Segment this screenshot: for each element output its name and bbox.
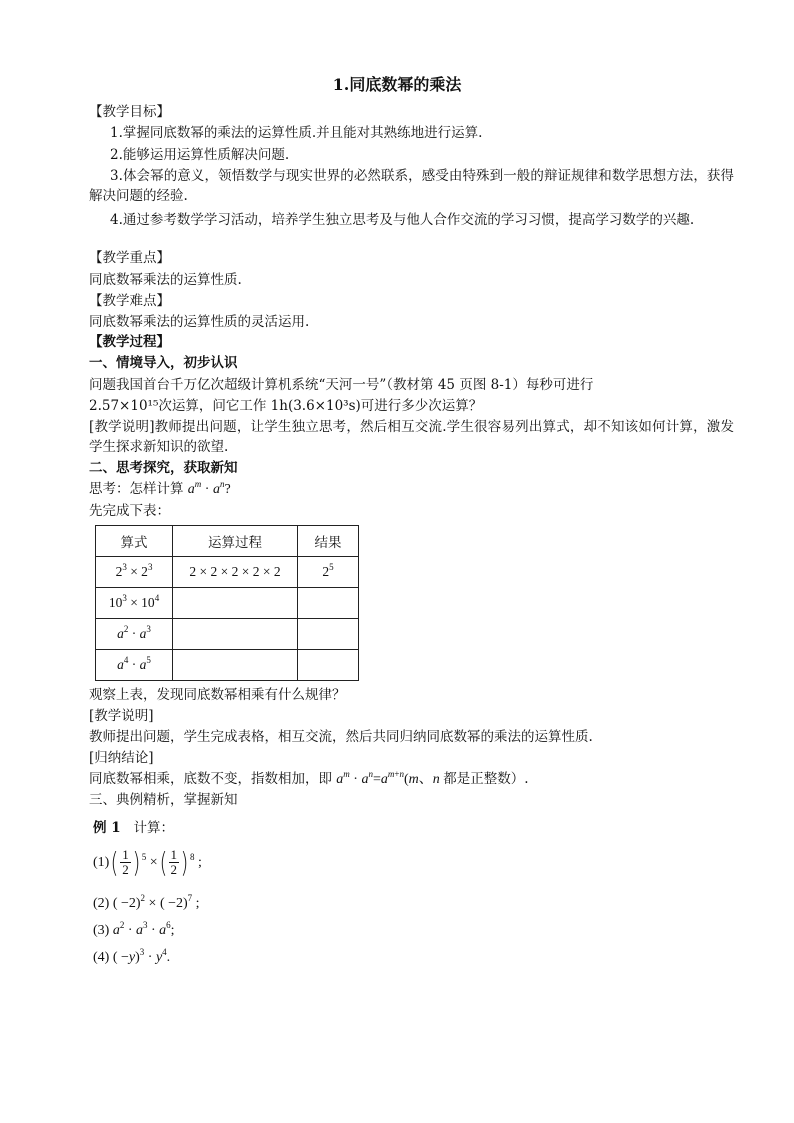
table-cell-result [298,588,359,619]
table-header: 结果 [298,526,359,557]
process-heading: 【教学过程】 [89,334,170,350]
conclusion-prefix: 同底数幂相乘，底数不变，指数相加，即 [89,771,332,787]
step1-question-line1: 问题我国首台千万亿次超级计算机系统“天河一号”（教材第 45 页图 8-1）每秒可进行 [89,377,594,393]
conclusion-line [89,769,529,790]
example-prompt: 计算： [133,820,174,836]
table-row [96,557,359,588]
goal-3: 3.体会幂的意义，领悟数学与现实世界的必然联系，感受由特殊到一般的辩证规律和数学思想方法，获得解决问题的经验. [89,168,734,204]
conclusion-formula: $a^m \cdot a^n=a^{m+n}(m$、n [336,769,440,787]
goal-1: 1.掌握同底数幂的乘法的运算性质.并且能对其熟练地进行运算. [110,125,483,141]
key-text: 同底数幂乘法的运算性质. [89,272,242,288]
goals-heading: 【教学目标】 [89,104,170,120]
table-row [96,588,359,619]
table-row [96,619,359,650]
table-cell-process [173,619,298,650]
page-title: 1.同底数幂的乘法 [332,75,462,94]
example-part-4: (4) ( $-y)^3 \cdot y^4$. [93,947,171,965]
goal-2: 2.能够运用运算性质解决问题. [110,147,290,163]
fill-table-prompt: 先完成下表： [89,503,170,519]
table-cell-expression: $a^4 \cdot a^5$ [96,650,173,681]
example-label: 例 1 [93,820,121,836]
table-cell-expression: $10^3 \times 10^4$ [96,588,173,619]
table-cell-process [173,650,298,681]
step1-heading: 一、情境导入，初步认识 [89,355,238,371]
note-text: 教师提出问题，学生完成表格，相互交流，然后共同归纳同底数幂的乘法的运算性质. [89,729,593,745]
table-cell-result [298,650,359,681]
example-part-3: (3) $a^2 \cdot a^3 \cdot a^6$; [93,920,175,938]
step1-teaching-note: [教学说明]教师提出问题，让学生独立思考，然后相互交流.学生很容易列出算式，却不知该如何计算，激发学生探求新知识的欲望. [89,419,734,455]
step3-heading: 三、典例精析，掌握新知 [89,792,238,808]
step2-heading: 二、思考探究，获取新知 [89,460,238,476]
exponent-table [95,525,359,681]
step1-question-line2: 2.57×10¹⁵次运算，问它工作 1h(3.6×10³s)可进行多少次运算？ [89,398,483,414]
think-prefix: 思考：怎样计算 [89,481,184,497]
key-heading: 【教学重点】 [89,250,170,266]
table-header-row [96,526,359,557]
table-cell-expression: $2^3 \times 2^3$ [96,557,173,588]
table-header: 运算过程 [173,526,298,557]
difficulty-heading: 【教学难点】 [89,293,170,309]
table-cell-expression: $a^2 \cdot a^3$ [96,619,173,650]
think-formula: $a^m \cdot a^n$? [187,479,231,497]
goal-4: 4.通过参考数学学习活动，培养学生独立思考及与他人合作交流的学习习惯，提高学习数学的兴趣. [110,212,695,228]
conclusion-heading: [归纳结论] [89,750,154,766]
observe-question: 观察上表，发现同底数幂相乘有什么规律？ [89,687,346,703]
table-cell-process: 2 × 2 × 2 × 2 × 2 [173,557,298,588]
note-heading: [教学说明] [89,708,154,724]
table-row [96,650,359,681]
conclusion-suffix: 都是正整数）. [443,771,529,787]
table-cell-process [173,588,298,619]
table-cell-result: $2^5$ [298,557,359,588]
think-line [89,479,231,500]
example-1-line [93,818,174,838]
table-cell-result [298,619,359,650]
difficulty-text: 同底数幂乘法的运算性质的灵活运用. [89,314,310,330]
table-header: 算式 [96,526,173,557]
example-part-2: (2) ( −2)$^2$ × ( −2)$^7$ ; [93,893,200,911]
example-part-1: (1)( $\frac{1}{2}$ ) $^5$ ×( $\frac{1}{2}$ ) $^8$ ; [93,845,202,879]
